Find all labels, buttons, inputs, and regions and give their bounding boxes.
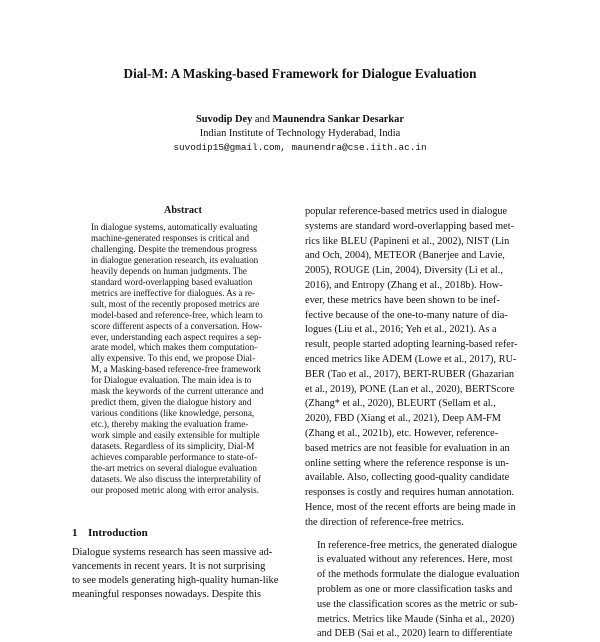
text-line: score different aspects of a conversation. How- — [91, 320, 263, 331]
right-column-paragraph-2 — [305, 539, 531, 642]
text-line: responses is costly and requires human annotation. — [305, 487, 515, 499]
author-name-1: Suvodip Dey — [196, 114, 253, 125]
abstract-heading: Abstract — [164, 205, 202, 216]
author-separator: and — [254, 114, 270, 125]
text-line: et al., 2019), PONE (Lan et al., 2020), BERTScore — [305, 383, 515, 395]
section-heading-introduction — [72, 527, 148, 539]
text-line: mask the keywords of the current utterance and — [91, 386, 264, 397]
text-line: datasets. Regardless of its simplicity, Dial-M — [91, 441, 255, 452]
text-line: result, people started adopting learning-based refer- — [305, 339, 518, 351]
text-line: in dialogue generation research, its evaluation — [91, 254, 259, 265]
text-line: the-art metrics on several dialogue evaluation — [91, 462, 257, 473]
text-line: available. Also, collecting good-quality candidate — [305, 472, 510, 484]
text-line: In dialogue systems, automatically evaluating — [91, 222, 258, 232]
text-line: M, a Masking-based reference-free framework — [91, 364, 261, 375]
author-names — [0, 113, 600, 127]
section-title: Introduction — [88, 527, 148, 539]
text-line: work simple and easily extensible for multiple — [91, 430, 260, 441]
text-line: etc.), thereby making the evaluation frame- — [91, 419, 249, 430]
text-line: predict them, given the dialogue history and — [91, 397, 252, 408]
text-line: various conditions (like knowledge, persona, — [91, 408, 255, 419]
text-line: of the methods formulate the dialogue evaluation — [317, 569, 520, 581]
text-line: meaningful responses nowadays. Despite this — [72, 589, 262, 600]
text-line: our proposed metric along with error analysis. — [91, 484, 259, 495]
text-line: heavily depends on human judgments. The — [91, 265, 247, 276]
right-column — [305, 205, 531, 642]
text-line: sult, most of the recently proposed metrics are — [91, 298, 260, 309]
text-line: machine-generated responses is critical and — [91, 232, 250, 243]
text-line: use the classification scores as the metric or sub- — [317, 598, 518, 610]
text-line: ever, these metrics have been shown to be inef- — [305, 294, 500, 306]
text-line: 2016), and Entropy (Zhang et al., 2018b). How- — [305, 279, 503, 291]
text-line: online setting where the reference response is un- — [305, 457, 509, 469]
text-line: and Och, 2004), METEOR (Banerjee and Lavie, — [305, 250, 505, 262]
text-line: fective because of the one-to-many nature of dia- — [305, 309, 508, 321]
section-number: 1 — [72, 527, 78, 539]
text-line: logues (Liu et al., 2016; Yeh et al., 2021). As a — [305, 324, 497, 336]
text-line: rics like BLEU (Papineni et al., 2002), NIST (Lin — [305, 235, 510, 247]
text-line: (Zhang* et al., 2020), BLEURT (Sellam et al., — [305, 398, 496, 410]
text-line: BER (Tao et al., 2017), BERT-RUBER (Ghazarian — [305, 368, 515, 380]
text-line: (Zhang et al., 2021b), etc. However, reference- — [305, 427, 499, 439]
text-line: arate model, which makes them computation- — [91, 342, 258, 353]
text-line: Dialogue systems research has seen massive ad- — [72, 547, 273, 558]
author-block — [0, 113, 600, 155]
text-line: ever, understanding each aspect requires a sep- — [91, 331, 262, 342]
text-line: standard word-overlapping based evaluation — [91, 276, 253, 287]
text-line: to see models generating high-quality human-like — [72, 575, 279, 586]
text-line: metrics. Metrics like Maude (Sinha et al., 2020) — [317, 613, 515, 625]
paper-title: Dial-M: A Masking-based Framework for Dialogue Evaluation — [123, 66, 477, 81]
text-line: popular reference-based metrics used in dialogue — [305, 206, 508, 217]
text-line: vancements in recent years. It is not surprising — [72, 561, 266, 572]
text-line: metrics are ineffective for dialogues. As a re- — [91, 287, 255, 298]
text-line: datasets. We also discuss the interpretability of — [91, 473, 262, 484]
text-line: problem as one or more classification tasks and — [317, 583, 513, 595]
text-line: model-based and reference-free, which learn to — [91, 309, 263, 320]
abstract-text — [91, 222, 277, 496]
text-line: is evaluated without any references. Here, most — [317, 554, 513, 566]
text-line: challenging. Despite the tremendous progress — [91, 243, 257, 254]
text-line: achieves comparable performance to state-of- — [91, 452, 258, 463]
text-line: ally expensive. To this end, we propose Dial- — [91, 353, 256, 364]
right-column-paragraph-1 — [305, 205, 531, 531]
author-name-2: Maunendra Sankar Desarkar — [272, 114, 404, 125]
text-line: enced metrics like ADEM (Lowe et al., 2017), RU- — [305, 353, 517, 365]
text-line: Hence, most of the recent efforts are being made in — [305, 501, 516, 513]
text-line: the direction of reference-free metrics. — [305, 516, 464, 528]
text-line: 2005), ROUGE (Lin, 2004), Diversity (Li et al., — [305, 265, 503, 277]
text-line: for Dialogue evaluation. The main idea is to — [91, 375, 252, 386]
introduction-text — [72, 546, 294, 602]
text-line: and DEB (Sai et al., 2020) learn to differentiate — [317, 628, 513, 640]
text-line: systems are standard word-overlapping based met- — [305, 220, 515, 232]
text-line: 2020), FBD (Xiang et al., 2021), Deep AM-FM — [305, 413, 501, 425]
text-line: In reference-free metrics, the generated dialogue — [317, 539, 518, 551]
author-emails: suvodip15@gmail.com, maunendra@cse.iith.ac.in — [173, 142, 427, 153]
text-line: based metrics are not feasible for evaluation in an — [305, 442, 510, 454]
affiliation: Indian Institute of Technology Hyderabad, India — [199, 128, 401, 139]
